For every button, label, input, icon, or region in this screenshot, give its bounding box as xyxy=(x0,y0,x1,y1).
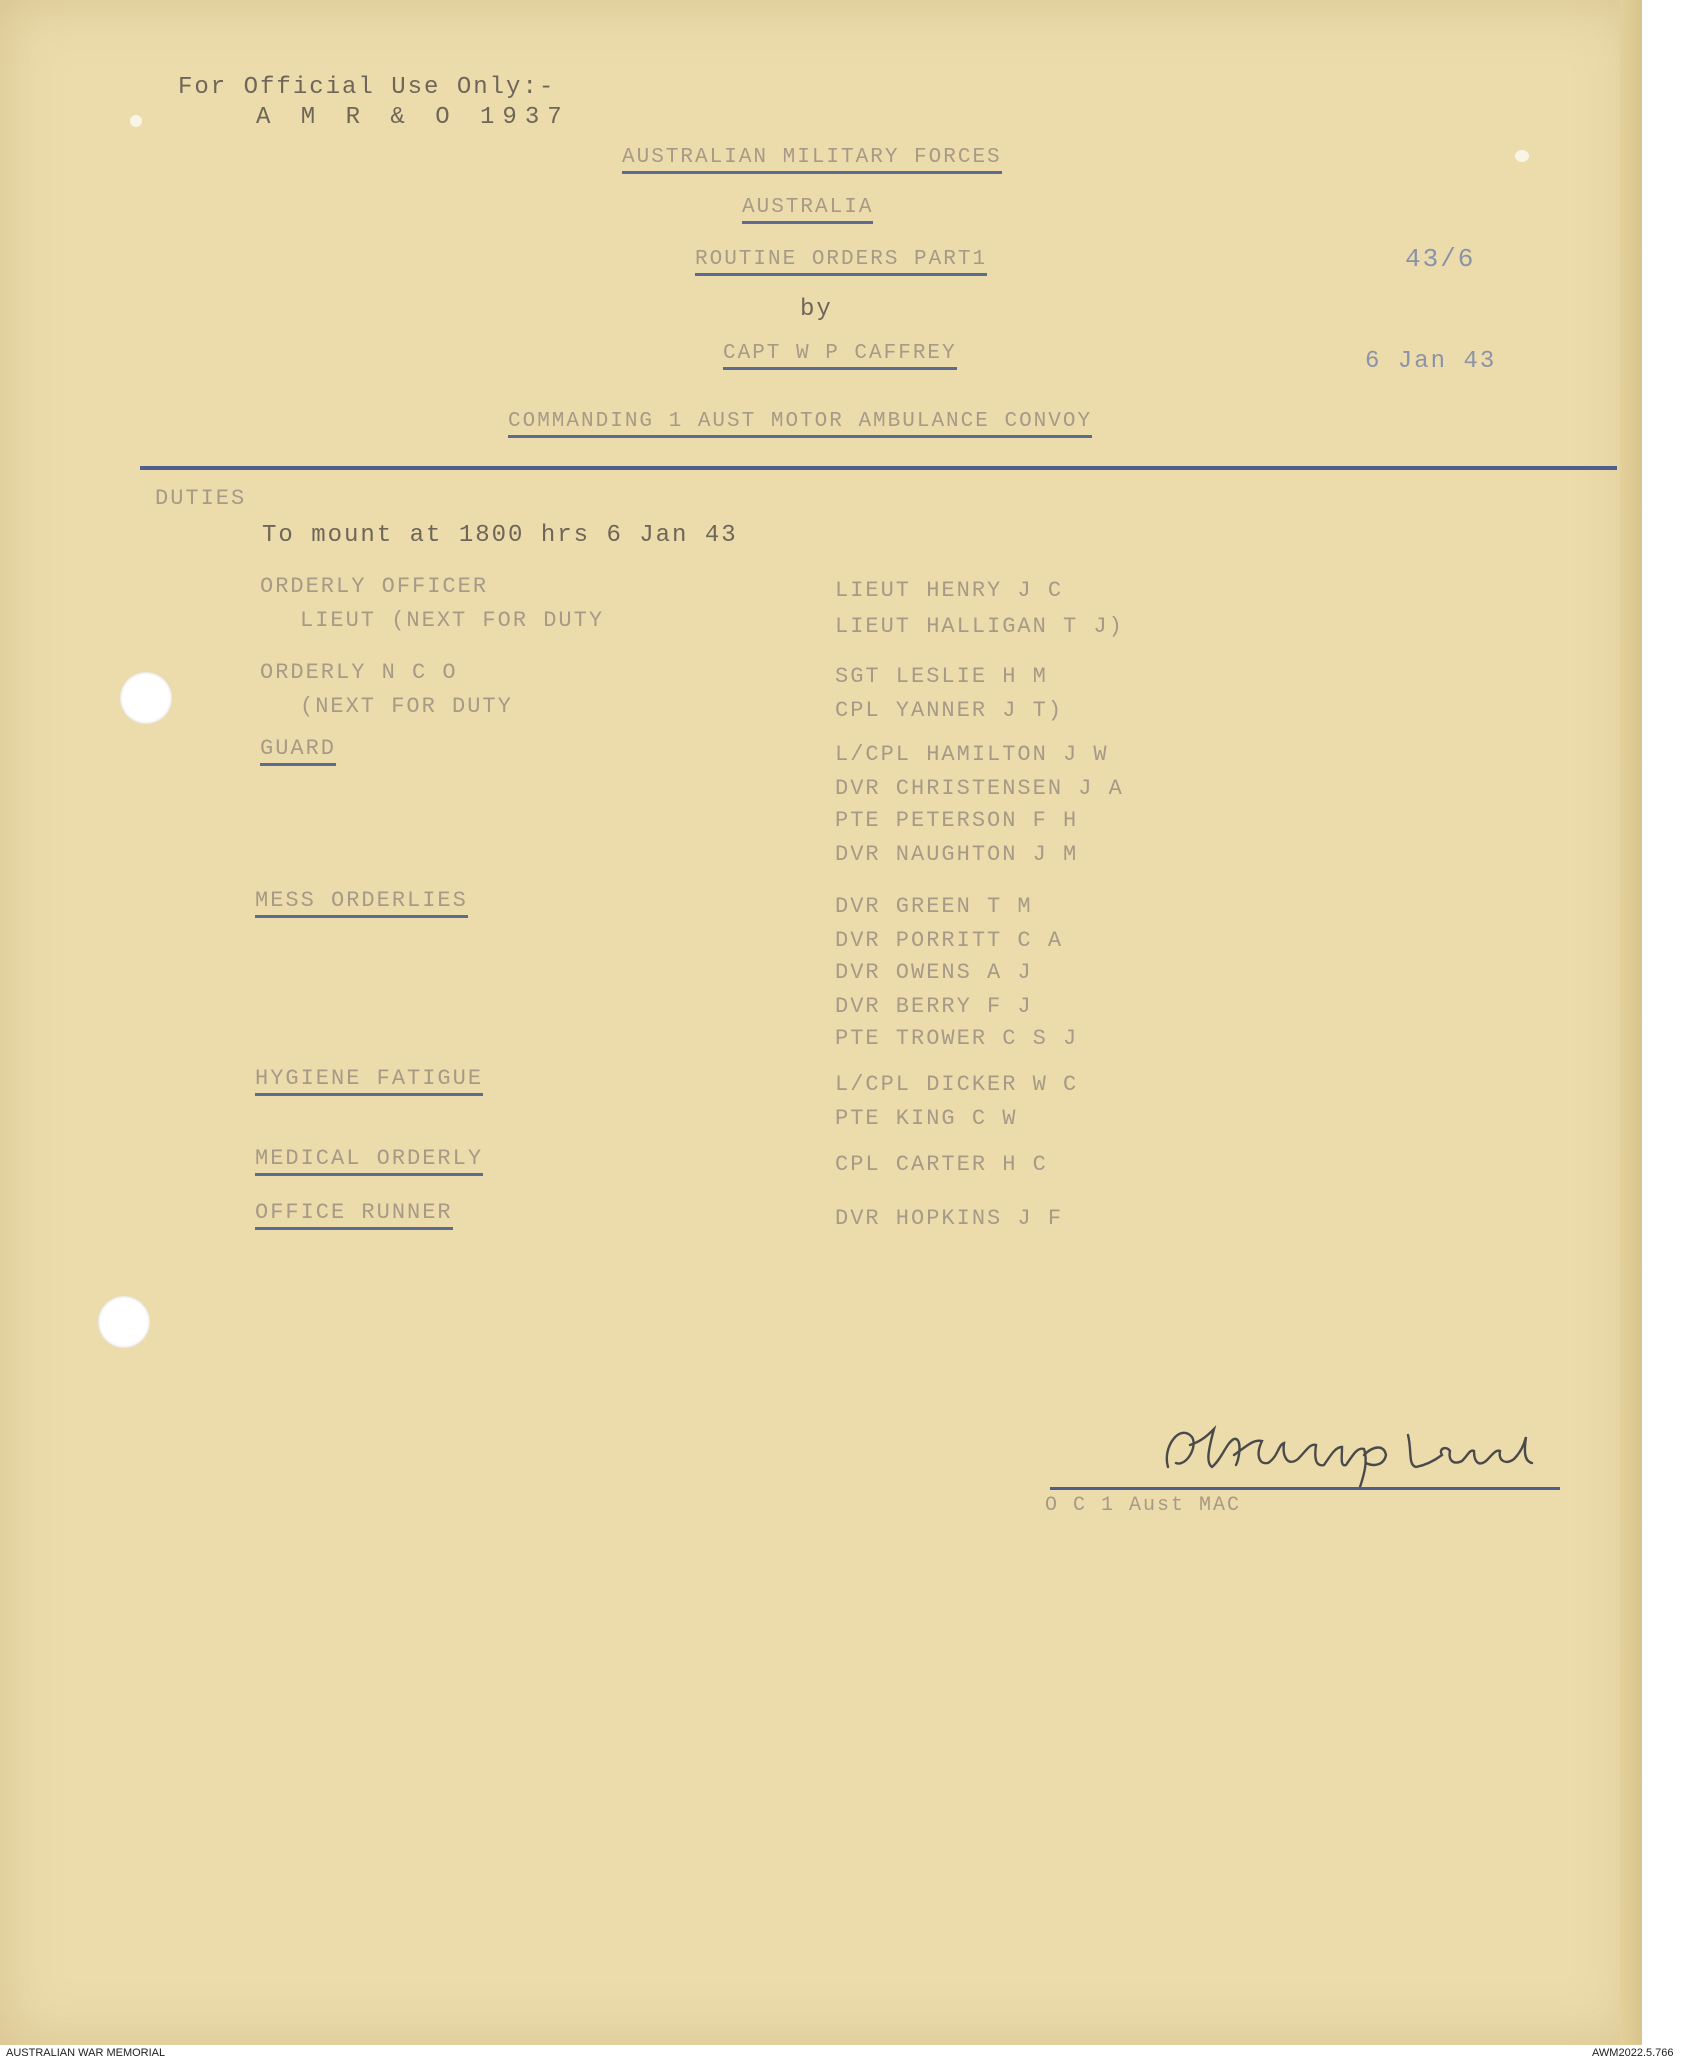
duty-name: DVR OWENS A J xyxy=(835,960,1033,985)
duty-name: DVR GREEN T M xyxy=(835,894,1033,919)
handwritten-signature xyxy=(1150,1395,1550,1490)
duty-name: DVR NAUGHTON J M xyxy=(835,842,1079,867)
duty-label: LIEUT (NEXT FOR DUTY xyxy=(300,608,605,633)
duty-name: PTE PETERSON F H xyxy=(835,808,1079,833)
duty-label: (NEXT FOR DUTY xyxy=(300,694,513,719)
section-title: DUTIES xyxy=(155,486,247,511)
footer-institution: AUSTRALIAN WAR MEMORIAL xyxy=(6,2047,166,2059)
mount-line: To mount at 1800 hrs 6 Jan 43 xyxy=(262,522,738,549)
reference-code: A M R & O 1937 xyxy=(256,104,570,131)
duty-label: MESS ORDERLIES xyxy=(255,888,468,918)
punch-hole xyxy=(98,1296,150,1348)
signature-rule xyxy=(1050,1487,1560,1490)
duty-label: OFFICE RUNNER xyxy=(255,1200,453,1230)
duty-label: HYGIENE FATIGUE xyxy=(255,1066,483,1096)
order-date: 6 Jan 43 xyxy=(1365,348,1497,375)
duty-name: L/CPL HAMILTON J W xyxy=(835,742,1109,767)
paper-stain xyxy=(1515,150,1529,162)
duty-name: DVR PORRITT C A xyxy=(835,928,1064,953)
duty-name: CPL YANNER J T) xyxy=(835,698,1064,723)
duty-name: PTE TROWER C S J xyxy=(835,1026,1079,1051)
order-number: 43/6 xyxy=(1405,244,1476,274)
duty-name: DVR BERRY F J xyxy=(835,994,1033,1019)
header-forces: AUSTRALIAN MILITARY FORCES xyxy=(622,146,1002,174)
header-by: by xyxy=(800,296,833,323)
paper-edge xyxy=(1620,0,1642,2045)
duty-label: GUARD xyxy=(260,736,336,766)
header-orders-title: ROUTINE ORDERS PART1 xyxy=(695,248,987,276)
duty-name: DVR HOPKINS J F xyxy=(835,1206,1064,1231)
duty-name: L/CPL DICKER W C xyxy=(835,1072,1079,1097)
duty-name: CPL CARTER H C xyxy=(835,1152,1048,1177)
header-commander: CAPT W P CAFFREY xyxy=(723,342,957,370)
duty-name: LIEUT HENRY J C xyxy=(835,578,1064,603)
duty-label: ORDERLY N C O xyxy=(260,660,458,685)
header-unit: COMMANDING 1 AUST MOTOR AMBULANCE CONVOY xyxy=(508,410,1092,438)
paper-stain xyxy=(130,115,142,127)
punch-hole xyxy=(120,672,172,724)
duty-name: LIEUT HALLIGAN T J) xyxy=(835,614,1124,639)
header-country: AUSTRALIA xyxy=(742,196,873,224)
footer-accession: AWM2022.5.766 xyxy=(1592,2047,1674,2059)
duty-label: ORDERLY OFFICER xyxy=(260,574,489,599)
signature-block: O C 1 Aust MAC xyxy=(1045,1494,1242,1517)
duty-label: MEDICAL ORDERLY xyxy=(255,1146,483,1176)
header-divider xyxy=(140,466,1617,470)
duty-name: SGT LESLIE H M xyxy=(835,664,1048,689)
duty-name: DVR CHRISTENSEN J A xyxy=(835,776,1124,801)
official-use-notice: For Official Use Only:- xyxy=(178,74,556,101)
duty-name: PTE KING C W xyxy=(835,1106,1018,1131)
